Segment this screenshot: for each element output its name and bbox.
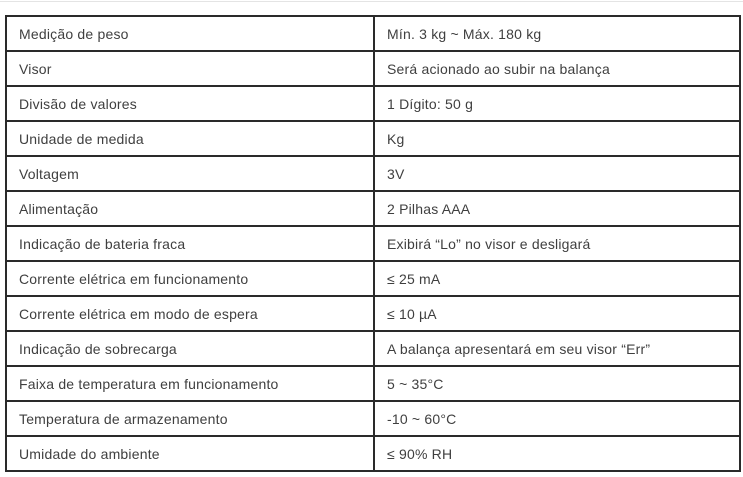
page-top-divider — [0, 1, 743, 2]
table-row — [6, 156, 740, 191]
spec-label-cell: Faixa de temperatura em funcionamento — [6, 366, 374, 401]
spec-value-cell: 5 ~ 35°C — [374, 366, 740, 401]
table-row — [6, 51, 740, 86]
table-row — [6, 86, 740, 121]
spec-label-cell: Divisão de valores — [6, 86, 374, 121]
spec-label-cell: Indicação de sobrecarga — [6, 331, 374, 366]
spec-label-cell: Alimentação — [6, 191, 374, 226]
spec-label-cell: Corrente elétrica em modo de espera — [6, 296, 374, 331]
spec-value-cell: ≤ 90% RH — [374, 436, 740, 471]
spec-value-cell: 3V — [374, 156, 740, 191]
specifications-table — [5, 15, 741, 472]
table-row — [6, 226, 740, 261]
table-row — [6, 191, 740, 226]
table-row — [6, 121, 740, 156]
spec-label-cell: Temperatura de armazenamento — [6, 401, 374, 436]
spec-value-cell: 1 Dígito: 50 g — [374, 86, 740, 121]
spec-value-cell: -10 ~ 60°C — [374, 401, 740, 436]
table-row — [6, 261, 740, 296]
table-row — [6, 331, 740, 366]
table-row — [6, 436, 740, 471]
spec-label-cell: Voltagem — [6, 156, 374, 191]
spec-label-cell: Umidade do ambiente — [6, 436, 374, 471]
spec-value-cell: Será acionado ao subir na balança — [374, 51, 740, 86]
table-row — [6, 401, 740, 436]
spec-table-body — [6, 16, 740, 471]
spec-value-cell: Exibirá “Lo” no visor e desligará — [374, 226, 740, 261]
spec-value-cell: 2 Pilhas AAA — [374, 191, 740, 226]
spec-label-cell: Medição de peso — [6, 16, 374, 51]
spec-label-cell: Visor — [6, 51, 374, 86]
table-row — [6, 366, 740, 401]
spec-value-cell: ≤ 10 µA — [374, 296, 740, 331]
spec-value-cell: A balança apresentará em seu visor “Err” — [374, 331, 740, 366]
spec-label-cell: Indicação de bateria fraca — [6, 226, 374, 261]
table-row — [6, 16, 740, 51]
spec-value-cell: Kg — [374, 121, 740, 156]
spec-value-cell: ≤ 25 mA — [374, 261, 740, 296]
table-row — [6, 296, 740, 331]
spec-value-cell: Mín. 3 kg ~ Máx. 180 kg — [374, 16, 740, 51]
spec-label-cell: Unidade de medida — [6, 121, 374, 156]
spec-label-cell: Corrente elétrica em funcionamento — [6, 261, 374, 296]
